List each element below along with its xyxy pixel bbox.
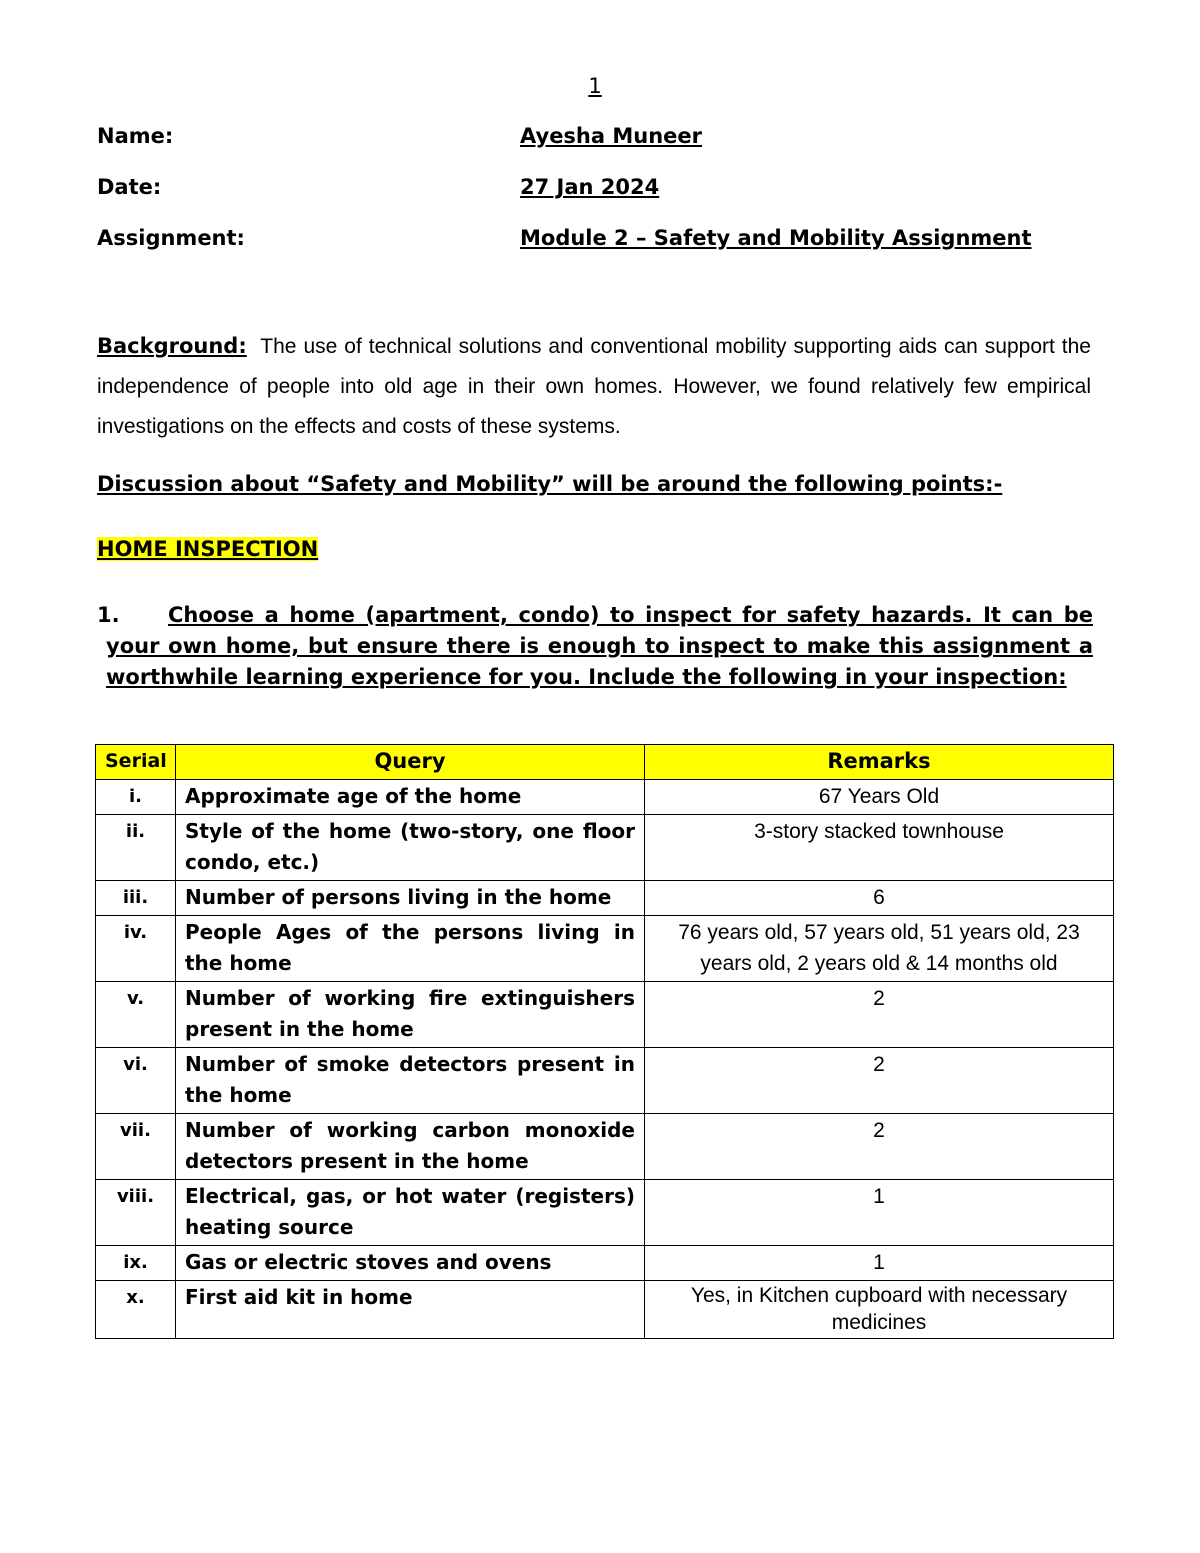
- row-serial: iii.: [96, 881, 176, 916]
- row-serial: ii.: [96, 815, 176, 881]
- header-serial: Serial: [96, 745, 176, 780]
- row-remark: 2: [645, 982, 1114, 1048]
- table-row: [96, 780, 1114, 815]
- background-text: The use of technical solutions and conventional mobility supporting aids can support the independence of people into old age in their own homes. However, we found relatively few empirical investigations on the effects and costs of these systems.: [97, 335, 1091, 438]
- row-serial: iv.: [96, 916, 176, 982]
- background-paragraph: [97, 326, 1091, 447]
- row-serial: v.: [96, 982, 176, 1048]
- row-query: Electrical, gas, or hot water (registers) heating source: [176, 1180, 645, 1246]
- table-row: [96, 916, 1114, 982]
- question-number: 1.: [97, 603, 120, 627]
- row-serial: vii.: [96, 1114, 176, 1180]
- background-label: Background:: [97, 334, 247, 358]
- question-item: [97, 600, 1093, 693]
- table-row: [96, 1048, 1114, 1114]
- discussion-heading: Discussion about “Safety and Mobility” will be around the following points:-: [97, 472, 1003, 496]
- page-number: 1: [588, 74, 602, 98]
- row-serial: x.: [96, 1281, 176, 1339]
- row-serial: viii.: [96, 1180, 176, 1246]
- table-header-row: [96, 745, 1114, 780]
- row-remark: Yes, in Kitchen cupboard with necessary medicines: [645, 1281, 1114, 1339]
- row-remark: 76 years old, 57 years old, 51 years old, 23 years old, 2 years old & 14 months old: [645, 916, 1114, 982]
- assignment-label: Assignment:: [97, 226, 245, 250]
- row-remark: 2: [645, 1114, 1114, 1180]
- row-query: Number of smoke detectors present in the home: [176, 1048, 645, 1114]
- assignment-value: Module 2 – Safety and Mobility Assignment: [520, 226, 1032, 250]
- row-serial: ix.: [96, 1246, 176, 1281]
- row-remark: 67 Years Old: [645, 780, 1114, 815]
- table-row: [96, 881, 1114, 916]
- row-remark: 1: [645, 1180, 1114, 1246]
- row-query: Number of persons living in the home: [176, 881, 645, 916]
- date-value: 27 Jan 2024: [520, 175, 660, 199]
- header-remarks: Remarks: [645, 745, 1114, 780]
- table-row: [96, 1180, 1114, 1246]
- date-label: Date:: [97, 175, 162, 199]
- row-query: People Ages of the persons living in the home: [176, 916, 645, 982]
- table-row: [96, 982, 1114, 1048]
- row-remark: 2: [645, 1048, 1114, 1114]
- row-serial: vi.: [96, 1048, 176, 1114]
- row-query: Gas or electric stoves and ovens: [176, 1246, 645, 1281]
- table-row: [96, 1246, 1114, 1281]
- section-heading: HOME INSPECTION: [97, 537, 319, 561]
- row-query: Number of working carbon monoxide detectors present in the home: [176, 1114, 645, 1180]
- name-value: Ayesha Muneer: [520, 124, 703, 148]
- name-label: Name:: [97, 124, 174, 148]
- row-remark: 1: [645, 1246, 1114, 1281]
- row-remark: 3-story stacked townhouse: [645, 815, 1114, 881]
- table-row: [96, 1281, 1114, 1339]
- row-remark: 6: [645, 881, 1114, 916]
- row-serial: i.: [96, 780, 176, 815]
- row-query: Approximate age of the home: [176, 780, 645, 815]
- row-query: First aid kit in home: [176, 1281, 645, 1339]
- row-query: Style of the home (two-story, one floor condo, etc.): [176, 815, 645, 881]
- inspection-table: [95, 744, 1114, 1339]
- header-query: Query: [176, 745, 645, 780]
- table-row: [96, 815, 1114, 881]
- table-row: [96, 1114, 1114, 1180]
- question-text: Choose a home (apartment, condo) to inspect for safety hazards. It can be your own home, but ensure there is enough to inspect to make this assignment a worthwhile learning experience for you. Include the following in your inspection:: [106, 603, 1093, 689]
- row-query: Number of working fire extinguishers present in the home: [176, 982, 645, 1048]
